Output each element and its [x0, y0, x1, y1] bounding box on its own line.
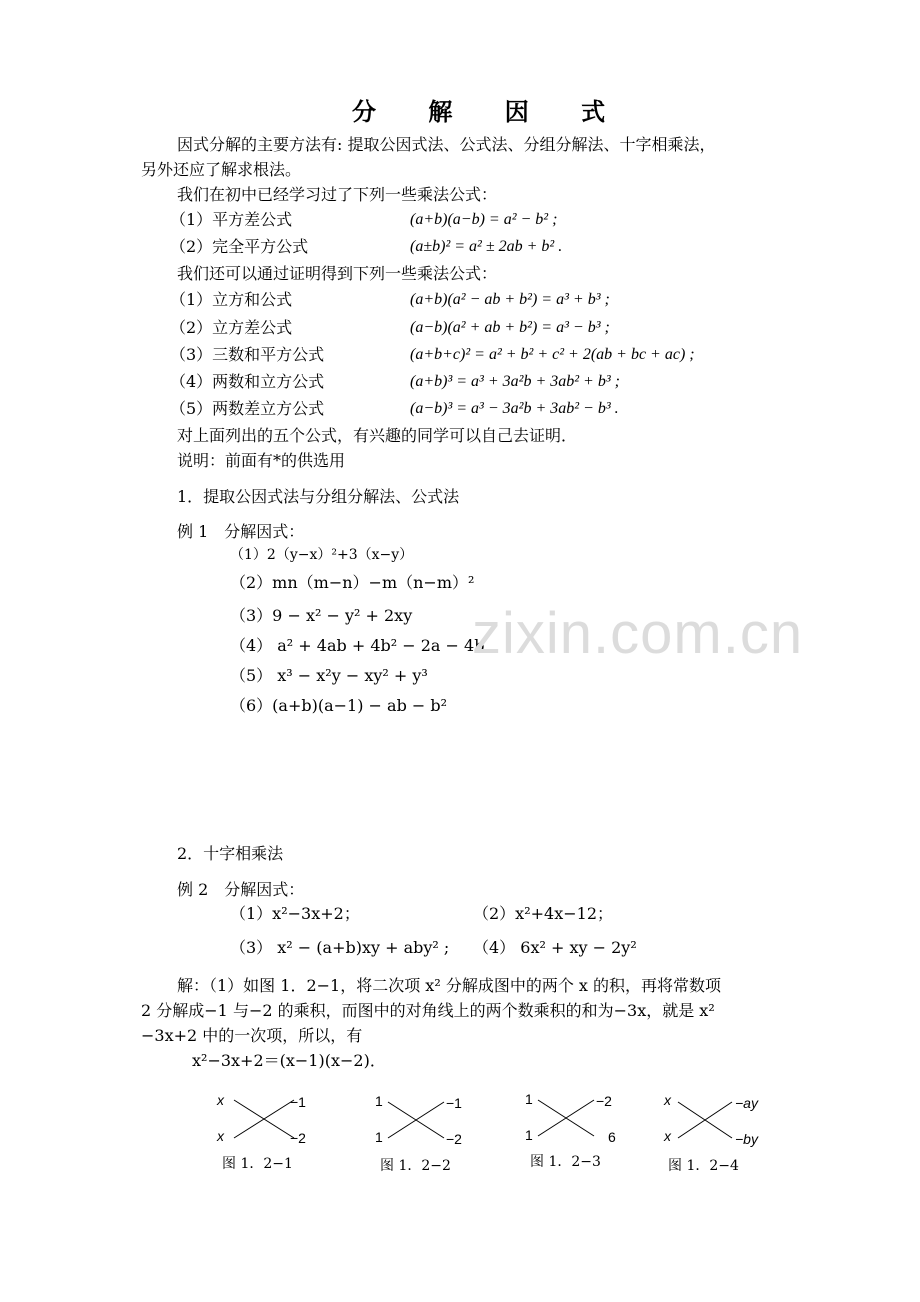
- figure-3-bottom-left: 1: [525, 1127, 533, 1143]
- figure-1-top-right: −1: [290, 1094, 306, 1110]
- cross-lines-2: [372, 1090, 482, 1150]
- figure-2: [372, 1090, 482, 1180]
- formula2-1: (a+b)(a² − ab + b²) = a³ + b³ ;: [410, 291, 610, 308]
- solution-line-1: 解：（1）如图 1．2−1，将二次项 x² 分解成图中的两个 x 的积，再将常数项: [177, 976, 722, 995]
- formula2-2: (a−b)(a² + ab + b²) = a³ − b³ ;: [410, 319, 610, 336]
- example1-item-1: （1）2（y−x）²+3（x−y）: [230, 547, 414, 563]
- formula2-3: (a+b+c)² = a² + b² + c² + 2(ab + bc + ac) ;: [410, 346, 695, 363]
- example2-item-2: （2）x²+4x−12；: [473, 904, 613, 923]
- figure-2-bottom-right: −2: [446, 1131, 462, 1147]
- figure-1-caption: 图 1．2−1: [222, 1156, 293, 1172]
- watermark: zixin.com.cn: [472, 601, 804, 666]
- figure-2-top-right: −1: [446, 1095, 462, 1111]
- example1-item-5: （5） x³ − x²y − xy² + y³: [230, 666, 428, 685]
- example1-label: 例 1 分解因式：: [177, 522, 305, 541]
- figure-3-top-left: 1: [525, 1091, 533, 1107]
- intro-line-1: 因式分解的主要方法有: 提取公因式法、公式法、分组分解法、十字相乘法，: [177, 135, 716, 154]
- formula-label-2: （2）完全平方公式: [170, 237, 309, 256]
- intro-proof-note: 对上面列出的五个公式，有兴趣的同学可以自己去证明．: [177, 426, 578, 445]
- formula2-4: (a+b)³ = a³ + 3a²b + 3ab² + b³ ;: [410, 373, 620, 390]
- formula2-5: (a−b)³ = a³ − 3a²b + 3ab² − b³ .: [410, 400, 619, 417]
- page-title: 分 解 因 式: [352, 97, 628, 126]
- example1-item-3: （3）9 − x² − y² + 2xy: [230, 606, 413, 625]
- formula2-label-2: （2）立方差公式: [170, 318, 293, 337]
- formula2-label-4: （4）两数和立方公式: [170, 372, 325, 391]
- cross-lines-1: [214, 1090, 324, 1150]
- intro-line-2: 另外还应了解求根法。: [141, 160, 302, 179]
- cross-lines-4: [660, 1090, 780, 1150]
- figure-3-bottom-right: 6: [608, 1129, 616, 1145]
- figure-3-top-right: −2: [596, 1093, 612, 1109]
- intro-note: 说明：前面有*的供选用: [177, 451, 346, 470]
- example1-item-4: （4） a² + 4ab + 4b² − 2a − 4b: [230, 636, 485, 655]
- intro-proof-formulas: 我们还可以通过证明得到下列一些乘法公式：: [177, 264, 498, 283]
- figure-4: [660, 1090, 780, 1180]
- figure-1-top-left: x: [217, 1092, 224, 1108]
- solution-line-3: −3x+2 中的一次项，所以，有: [141, 1026, 363, 1045]
- example2-item-4: （4） 6x² + xy − 2y²: [473, 938, 637, 957]
- figure-4-bottom-left: x: [664, 1128, 671, 1144]
- figure-1-bottom-right: −2: [290, 1130, 306, 1146]
- solution-line-2: 2 分解成−1 与−2 的乘积，而图中的对角线上的两个数乘积的和为−3x，就是 x²: [141, 1001, 715, 1020]
- formula-1: (a+b)(a−b) = a² − b² ;: [410, 211, 558, 228]
- figure-4-bottom-right: −by: [735, 1131, 758, 1147]
- example2-item-3: （3） x² − (a+b)xy + aby² ;: [230, 938, 450, 957]
- example2-item-1: （1）x²−3x+2；: [230, 904, 360, 923]
- solution-line-4: x²−3x+2＝(x−1)(x−2)．: [192, 1051, 386, 1070]
- figure-1: [214, 1090, 324, 1180]
- section1-heading: 1．提取公因式法与分组分解法、公式法: [177, 487, 460, 506]
- formula-label-1: （1）平方差公式: [170, 210, 293, 229]
- figure-1-bottom-left: x: [217, 1128, 224, 1144]
- figure-3: [522, 1088, 632, 1178]
- figure-4-caption: 图 1．2−4: [668, 1158, 739, 1174]
- example2-label: 例 2 分解因式：: [177, 880, 305, 899]
- figure-2-top-left: 1: [375, 1093, 383, 1109]
- intro-known-formulas: 我们在初中已经学习过了下列一些乘法公式：: [177, 185, 498, 204]
- formula2-label-5: （5）两数差立方公式: [170, 399, 325, 418]
- figure-3-caption: 图 1．2−3: [530, 1154, 601, 1170]
- figure-2-bottom-left: 1: [375, 1129, 383, 1145]
- formula-2: (a±b)² = a² ± 2ab + b² .: [410, 238, 563, 255]
- formula2-label-1: （1）立方和公式: [170, 290, 293, 309]
- section2-heading: 2．十字相乘法: [177, 844, 284, 863]
- figure-4-top-right: −ay: [735, 1095, 758, 1111]
- figure-2-caption: 图 1．2−2: [380, 1158, 451, 1174]
- example1-item-6: （6）(a+b)(a−1) − ab − b²: [230, 696, 448, 715]
- figure-4-top-left: x: [664, 1092, 671, 1108]
- example1-item-2: （2）mn（m−n）−m（n−m）²: [230, 573, 475, 592]
- formula2-label-3: （3）三数和平方公式: [170, 345, 325, 364]
